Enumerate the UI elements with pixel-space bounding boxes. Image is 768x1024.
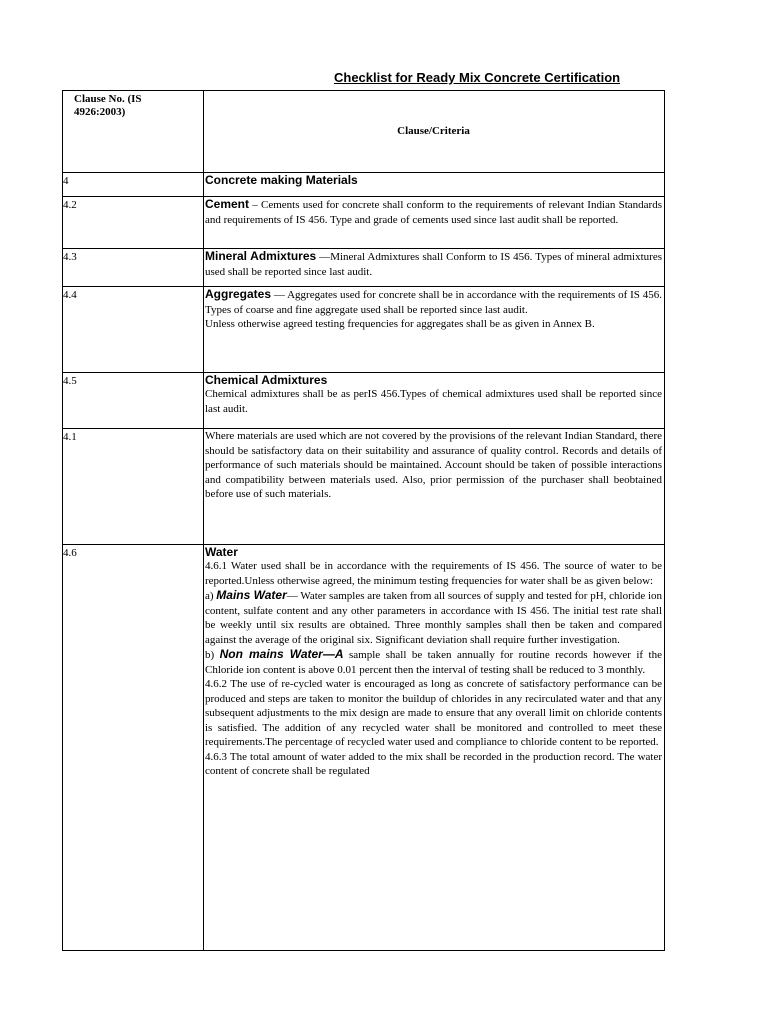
non-mains-water-item [205, 647, 662, 677]
table-row [63, 249, 665, 287]
criteria-text: Where materials are used which are not covered by the provisions of the relevant Indian Standard, there should be satisfactory data on their suitability and assurance of quality control. Records and details of performance of such materials should be maintained. Account should be taken of possible interactions and compatibility between materials used. Also, prior permission of the purchaser shall beobtained before use of such materials. [205, 430, 662, 500]
table-row [63, 373, 665, 429]
clause-criteria [204, 545, 665, 951]
clause-criteria [204, 373, 665, 429]
clause-criteria [204, 429, 665, 545]
criteria-header: Clause/Criteria [204, 91, 665, 173]
item-prefix: a) [205, 590, 217, 602]
clause-no-header: Clause No. (IS 4926:2003) [63, 91, 204, 173]
section-heading: Water [205, 545, 238, 559]
paragraph-4-6-2: 4.6.2 The use of re-cycled water is encouraged as long as concrete of satisfactory performance can be produced and steps are taken to monitor the buildup of chlorides in any recirculated water and that any subsequent adjustments to the mix design are made to ensure that any overall limit on chloride contents is satisfied. The addition of any recycled water shall be monitored and controlled to meet these requirements.The percentage of recycled water used and compliance to chloride content to be reported. [205, 678, 662, 748]
item-prefix: b) [205, 649, 220, 661]
item-text: — Water samples are taken from all sources of supply and tested for pH, chloride ion content, sulfate content and any other parameters in accordance with IS 456. The initial test rate shall be weekly until six results are obtained. Three monthly samples shall then be taken and compared against the average of the original six. Significant deviation shall require further investigation. [205, 590, 663, 646]
separator: — [271, 289, 288, 301]
section-heading: Concrete making Materials [205, 173, 358, 187]
clause-number: 4.2 [63, 197, 204, 249]
item-text: sample shall be taken annually for routine records however if the Chloride ion content is above 0.01 percent then the interval of testing shall be reduced to 3 monthly. [205, 649, 662, 676]
paragraph-4-6-1: 4.6.1 Water used shall be in accordance with the requirements of IS 456. The source of water to be reported.Unless otherwise agreed, the minimum testing frequencies for water shall be as given below: [205, 560, 662, 587]
clause-number: 4.1 [63, 429, 204, 545]
criteria-text: Mineral Admixtures shall Conform to IS 456. Types of mineral admixtures used shall be reported since last audit. [205, 251, 662, 278]
table-row [63, 429, 665, 545]
item-label: Mains Water [216, 588, 287, 602]
checklist-table [62, 90, 665, 951]
clause-criteria [204, 173, 665, 197]
clause-number: 4.5 [63, 373, 204, 429]
paragraph [205, 287, 662, 317]
table-row [63, 287, 665, 373]
clause-number: 4.4 [63, 287, 204, 373]
section-heading: Cement [205, 197, 250, 211]
section-heading: Mineral Admixtures [205, 249, 317, 263]
mains-water-item [205, 588, 662, 647]
criteria-text: Chemical admixtures shall be as perIS 456.Types of chemical admixtures used shall be reported since last audit. [205, 388, 662, 415]
page-title: Checklist for Ready Mix Concrete Certification [334, 70, 621, 85]
separator: — [316, 251, 331, 263]
section-heading: Aggregates [205, 287, 272, 301]
paragraph-4-6-3: 4.6.3 The total amount of water added to the mix shall be recorded in the production record. The water content of concrete shall be regulated [205, 750, 662, 777]
clause-number: 4 [63, 173, 204, 197]
table-row [63, 173, 665, 197]
criteria-text: Cements used for concrete shall conform to the requirements of relevant Indian Standards and requirements of IS 456. Type and grade of cements used since last audit shall be reported. [205, 199, 663, 226]
table-header-row [63, 91, 665, 173]
criteria-text: Aggregates used for concrete shall be in accordance with the requirements of IS 456. Types of coarse and fine aggregate used shall be reported since last audit. [205, 289, 662, 316]
separator: – [249, 199, 261, 211]
section-heading: Chemical Admixtures [205, 373, 328, 387]
clause-criteria [204, 197, 665, 249]
clause-number: 4.3 [63, 249, 204, 287]
table-row [63, 545, 665, 951]
table-row [63, 197, 665, 249]
clause-number: 4.6 [63, 545, 204, 951]
criteria-text-2: Unless otherwise agreed testing frequencies for aggregates shall be as given in Annex B. [205, 318, 595, 330]
clause-criteria [204, 287, 665, 373]
item-label: Non mains Water—A [219, 647, 344, 661]
clause-criteria [204, 249, 665, 287]
